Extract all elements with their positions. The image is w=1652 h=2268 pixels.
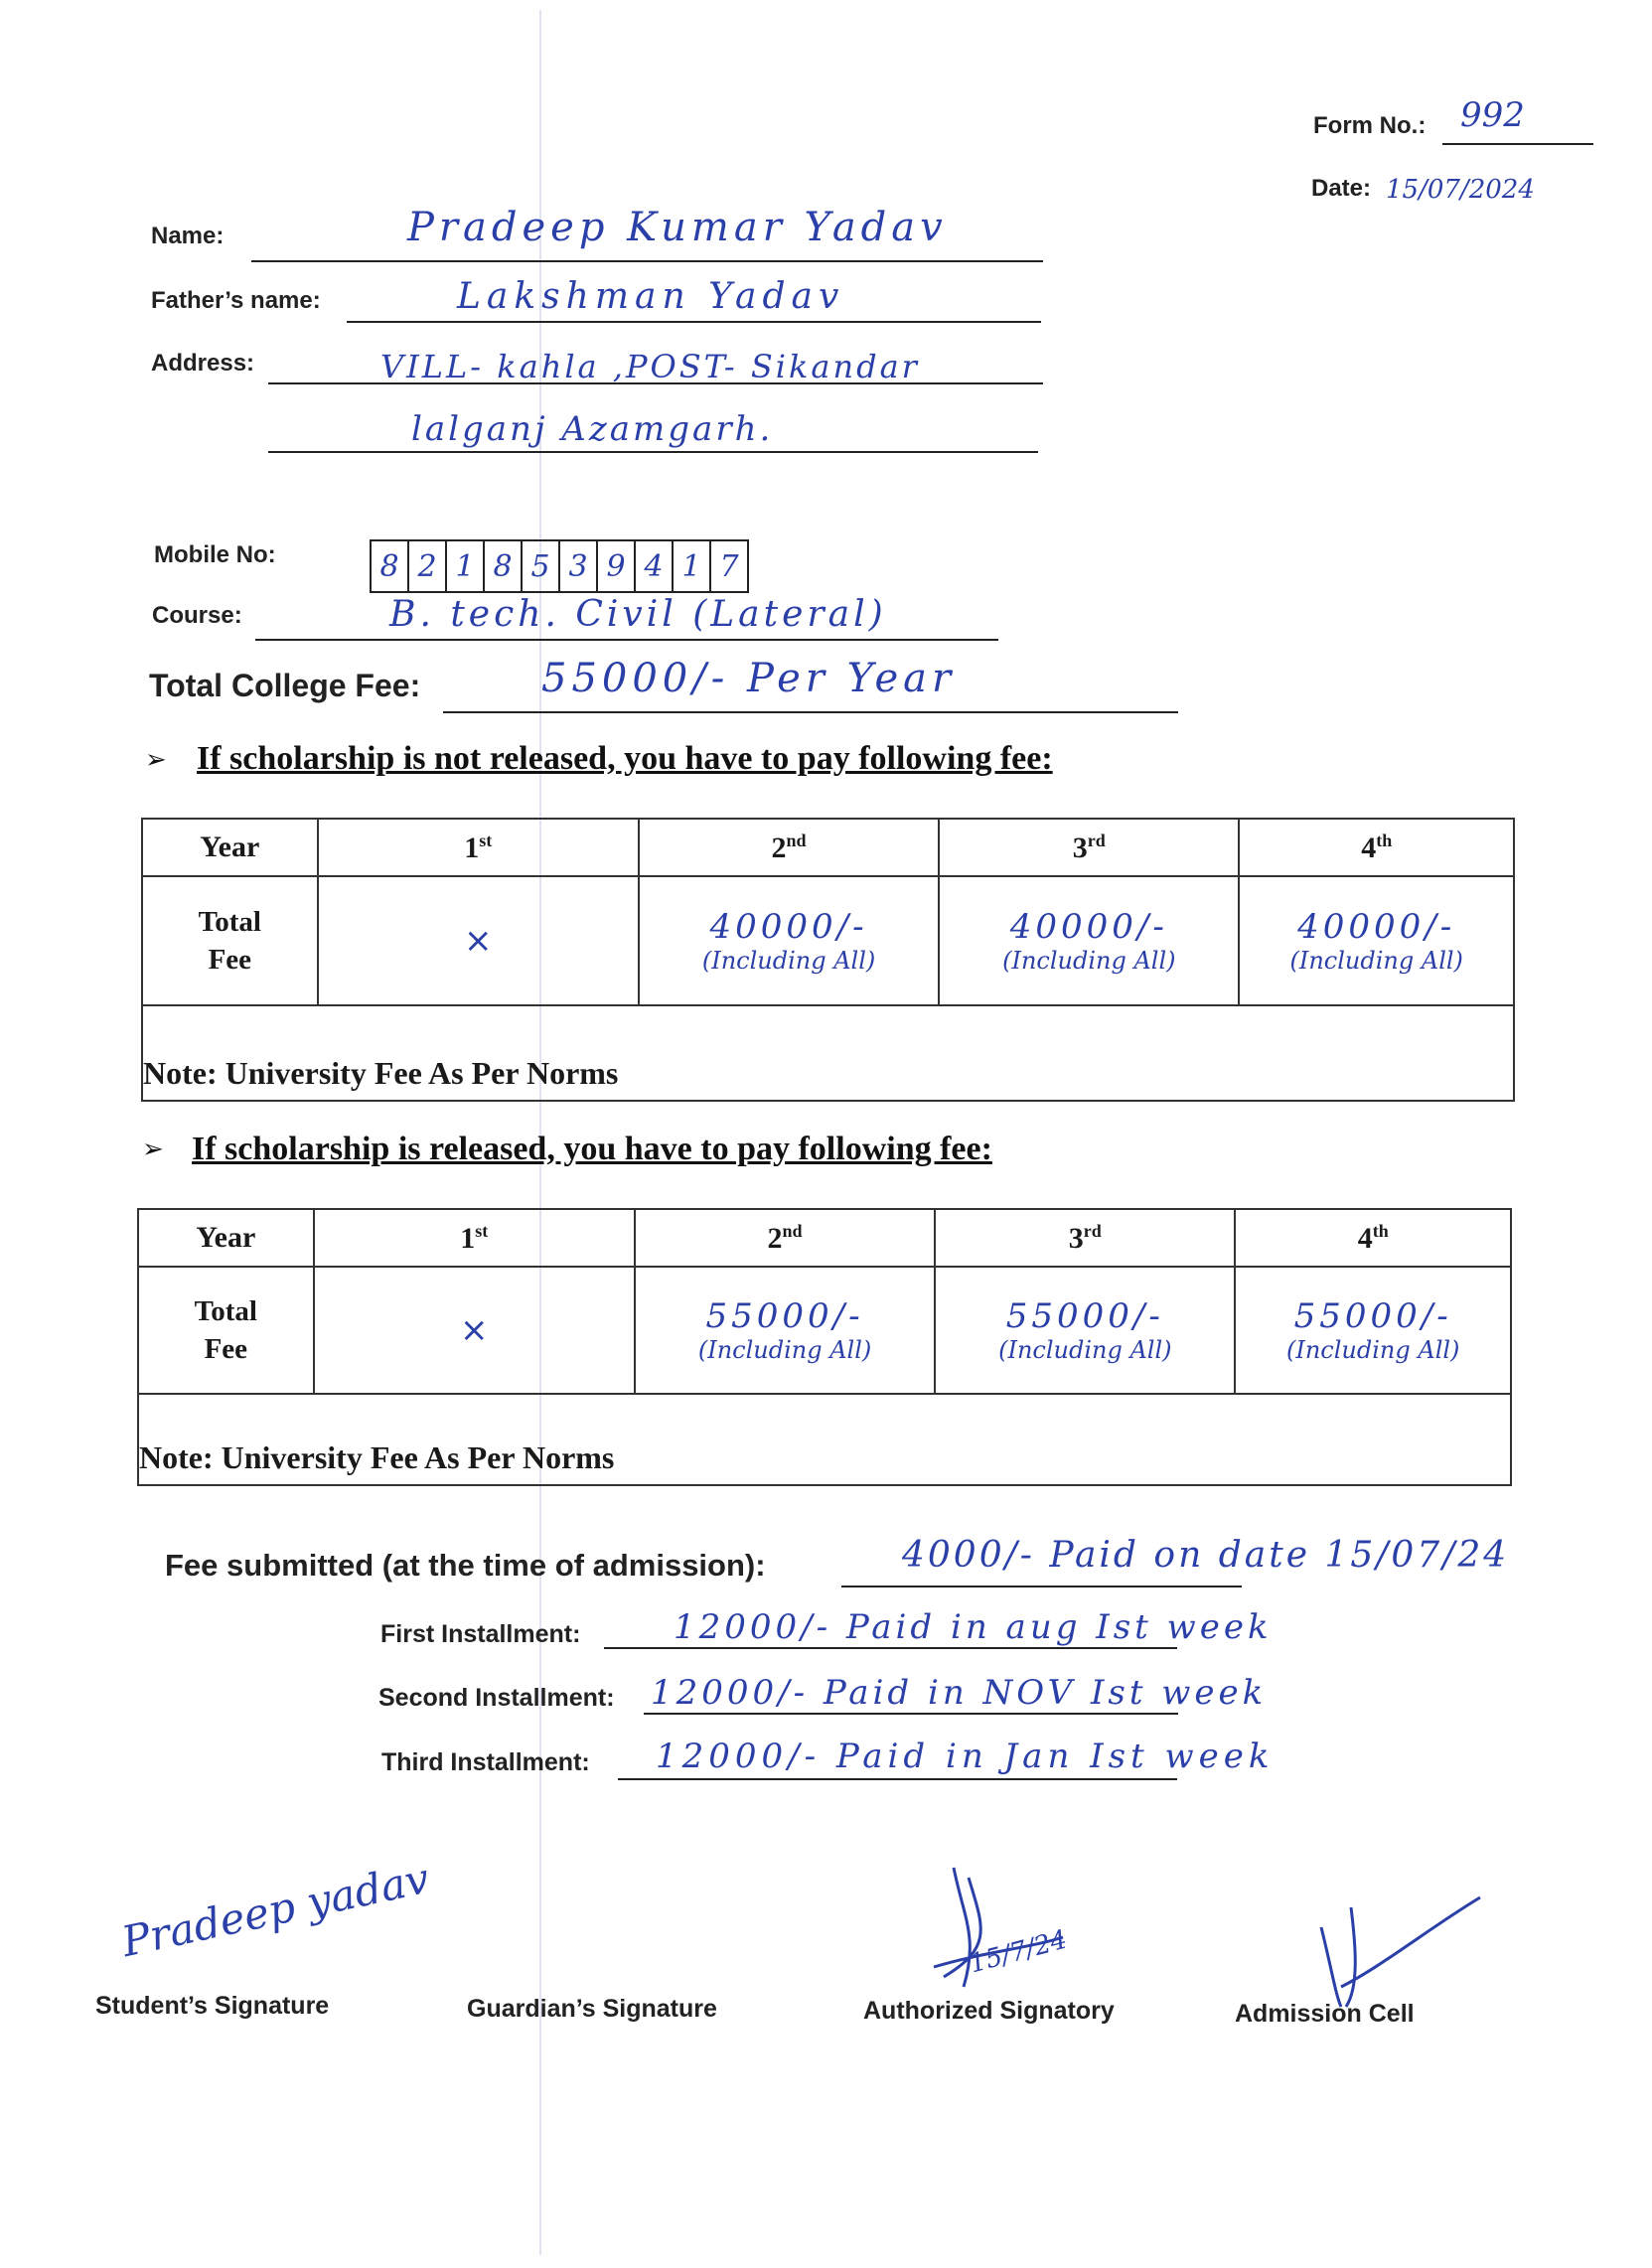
fee-submitted-line [841, 1586, 1242, 1588]
year-1-header: 1st [314, 1209, 635, 1267]
mobile-digit-box: 3 [560, 541, 598, 591]
address-line2-value: lalganj Azamgarh. [411, 409, 774, 449]
admission-cell-signature-icon [1311, 1888, 1490, 2017]
first-installment-line [604, 1647, 1177, 1649]
second-installment-line [644, 1713, 1178, 1715]
father-name-label: Father’s name: [151, 287, 321, 314]
mobile-digit-box: 2 [409, 541, 447, 591]
total-fee-value: 55000/- Per Year [541, 656, 957, 701]
name-value: Pradeep Kumar Yadav [407, 205, 948, 250]
cross-mark-icon: × [460, 1310, 489, 1350]
address-line1-value: VILL- kahla ,POST- Sikandar [380, 348, 920, 385]
total-fee-row-label: Total Fee [142, 876, 318, 1005]
year-3-fee-cell: 55000/- (Including All) [935, 1267, 1235, 1394]
heading-released: If scholarship is released, you have to pay following fee: [192, 1131, 992, 1167]
year-4-header: 4th [1239, 819, 1514, 876]
mobile-digit-box: 7 [719, 548, 739, 584]
mobile-label: Mobile No: [154, 541, 276, 568]
university-fee-note: Note: University Fee As Per Norms [138, 1394, 1511, 1485]
fee-table-released [137, 1208, 1512, 1486]
year-2-fee-cell: 55000/- (Including All) [635, 1267, 935, 1394]
fee-submitted-label: Fee submitted (at the time of admission): [165, 1548, 766, 1583]
course-line [255, 639, 998, 641]
note-row [138, 1394, 1511, 1485]
authorized-signature-icon [924, 1858, 1113, 2007]
total-fee-row [138, 1267, 1511, 1394]
mobile-digit-box: 1 [674, 541, 711, 591]
name-line [251, 260, 1043, 262]
year-header-row [142, 819, 1514, 876]
mobile-digit-box: 9 [598, 541, 636, 591]
address-label: Address: [151, 350, 255, 377]
student-signature: Pradeep yadav [117, 1853, 434, 1967]
student-signature-label: Student’s Signature [95, 1992, 330, 2020]
form-no-label: Form No.: [1313, 112, 1427, 139]
course-value: B. tech. Civil (Lateral) [389, 594, 887, 635]
address-line1 [268, 382, 1043, 384]
father-name-value: Lakshman Yadav [457, 276, 845, 317]
date-value: 15/07/2024 [1386, 175, 1535, 205]
mobile-digit-box: 1 [447, 541, 485, 591]
mobile-digit-box: 5 [523, 541, 560, 591]
cross-mark-icon: × [464, 921, 493, 961]
total-fee-line [443, 711, 1178, 713]
year-2-fee-cell: 40000/- (Including All) [639, 876, 939, 1005]
first-installment-label: First Installment: [380, 1620, 581, 1648]
first-installment-value: 12000/- Paid in aug Ist week [674, 1607, 1273, 1647]
fee-table-not-released [141, 818, 1515, 1102]
third-installment-label: Third Installment: [381, 1748, 590, 1776]
fee-submitted-value: 4000/- Paid on date 15/07/24 [902, 1535, 1510, 1576]
date-label: Date: [1311, 175, 1372, 202]
mobile-number-boxes [370, 539, 749, 593]
year-header-row [138, 1209, 1511, 1267]
second-installment-value: 12000/- Paid in NOV Ist week [651, 1673, 1268, 1713]
third-installment-line [618, 1778, 1177, 1780]
year-header-cell: Year [138, 1209, 314, 1267]
year-3-header: 3rd [939, 819, 1239, 876]
course-label: Course: [152, 602, 242, 629]
form-no-line [1442, 143, 1593, 145]
mobile-digit-box: 4 [636, 541, 674, 591]
mobile-digit-box: 8 [485, 541, 523, 591]
year-4-header: 4th [1235, 1209, 1511, 1267]
guardian-signature-label: Guardian’s Signature [467, 1995, 717, 2023]
year-1-fee-cell [314, 1267, 635, 1394]
total-fee-row [142, 876, 1514, 1005]
address-line2 [268, 451, 1038, 453]
year-4-fee-cell: 40000/- (Including All) [1239, 876, 1514, 1005]
form-no-value: 992 [1460, 95, 1525, 135]
admission-cell-label: Admission Cell [1235, 2000, 1415, 2028]
year-2-header: 2nd [639, 819, 939, 876]
bullet-arrow-icon: ➢ [145, 745, 167, 775]
total-fee-row-label: Total Fee [138, 1267, 314, 1394]
name-label: Name: [151, 223, 225, 249]
year-3-fee-cell: 40000/- (Including All) [939, 876, 1239, 1005]
note-row [142, 1005, 1514, 1101]
authorized-signature-date: 15/7/24 [966, 1924, 1071, 1980]
father-name-line [347, 321, 1041, 323]
heading-not-released: If scholarship is not released, you have to pay following fee: [197, 740, 1053, 777]
university-fee-note: Note: University Fee As Per Norms [142, 1005, 1514, 1101]
second-installment-label: Second Installment: [378, 1684, 615, 1712]
year-4-fee-cell: 55000/- (Including All) [1235, 1267, 1511, 1394]
year-1-header: 1st [318, 819, 639, 876]
bullet-arrow-icon: ➢ [142, 1134, 164, 1164]
year-3-header: 3rd [935, 1209, 1235, 1267]
year-1-fee-cell [318, 876, 639, 1005]
mobile-digit-box: 8 [372, 541, 409, 591]
third-installment-value: 12000/- Paid in Jan Ist week [656, 1737, 1275, 1776]
year-header-cell: Year [142, 819, 318, 876]
year-2-header: 2nd [635, 1209, 935, 1267]
authorized-signatory-label: Authorized Signatory [863, 1997, 1115, 2025]
total-fee-label: Total College Fee: [149, 668, 421, 703]
